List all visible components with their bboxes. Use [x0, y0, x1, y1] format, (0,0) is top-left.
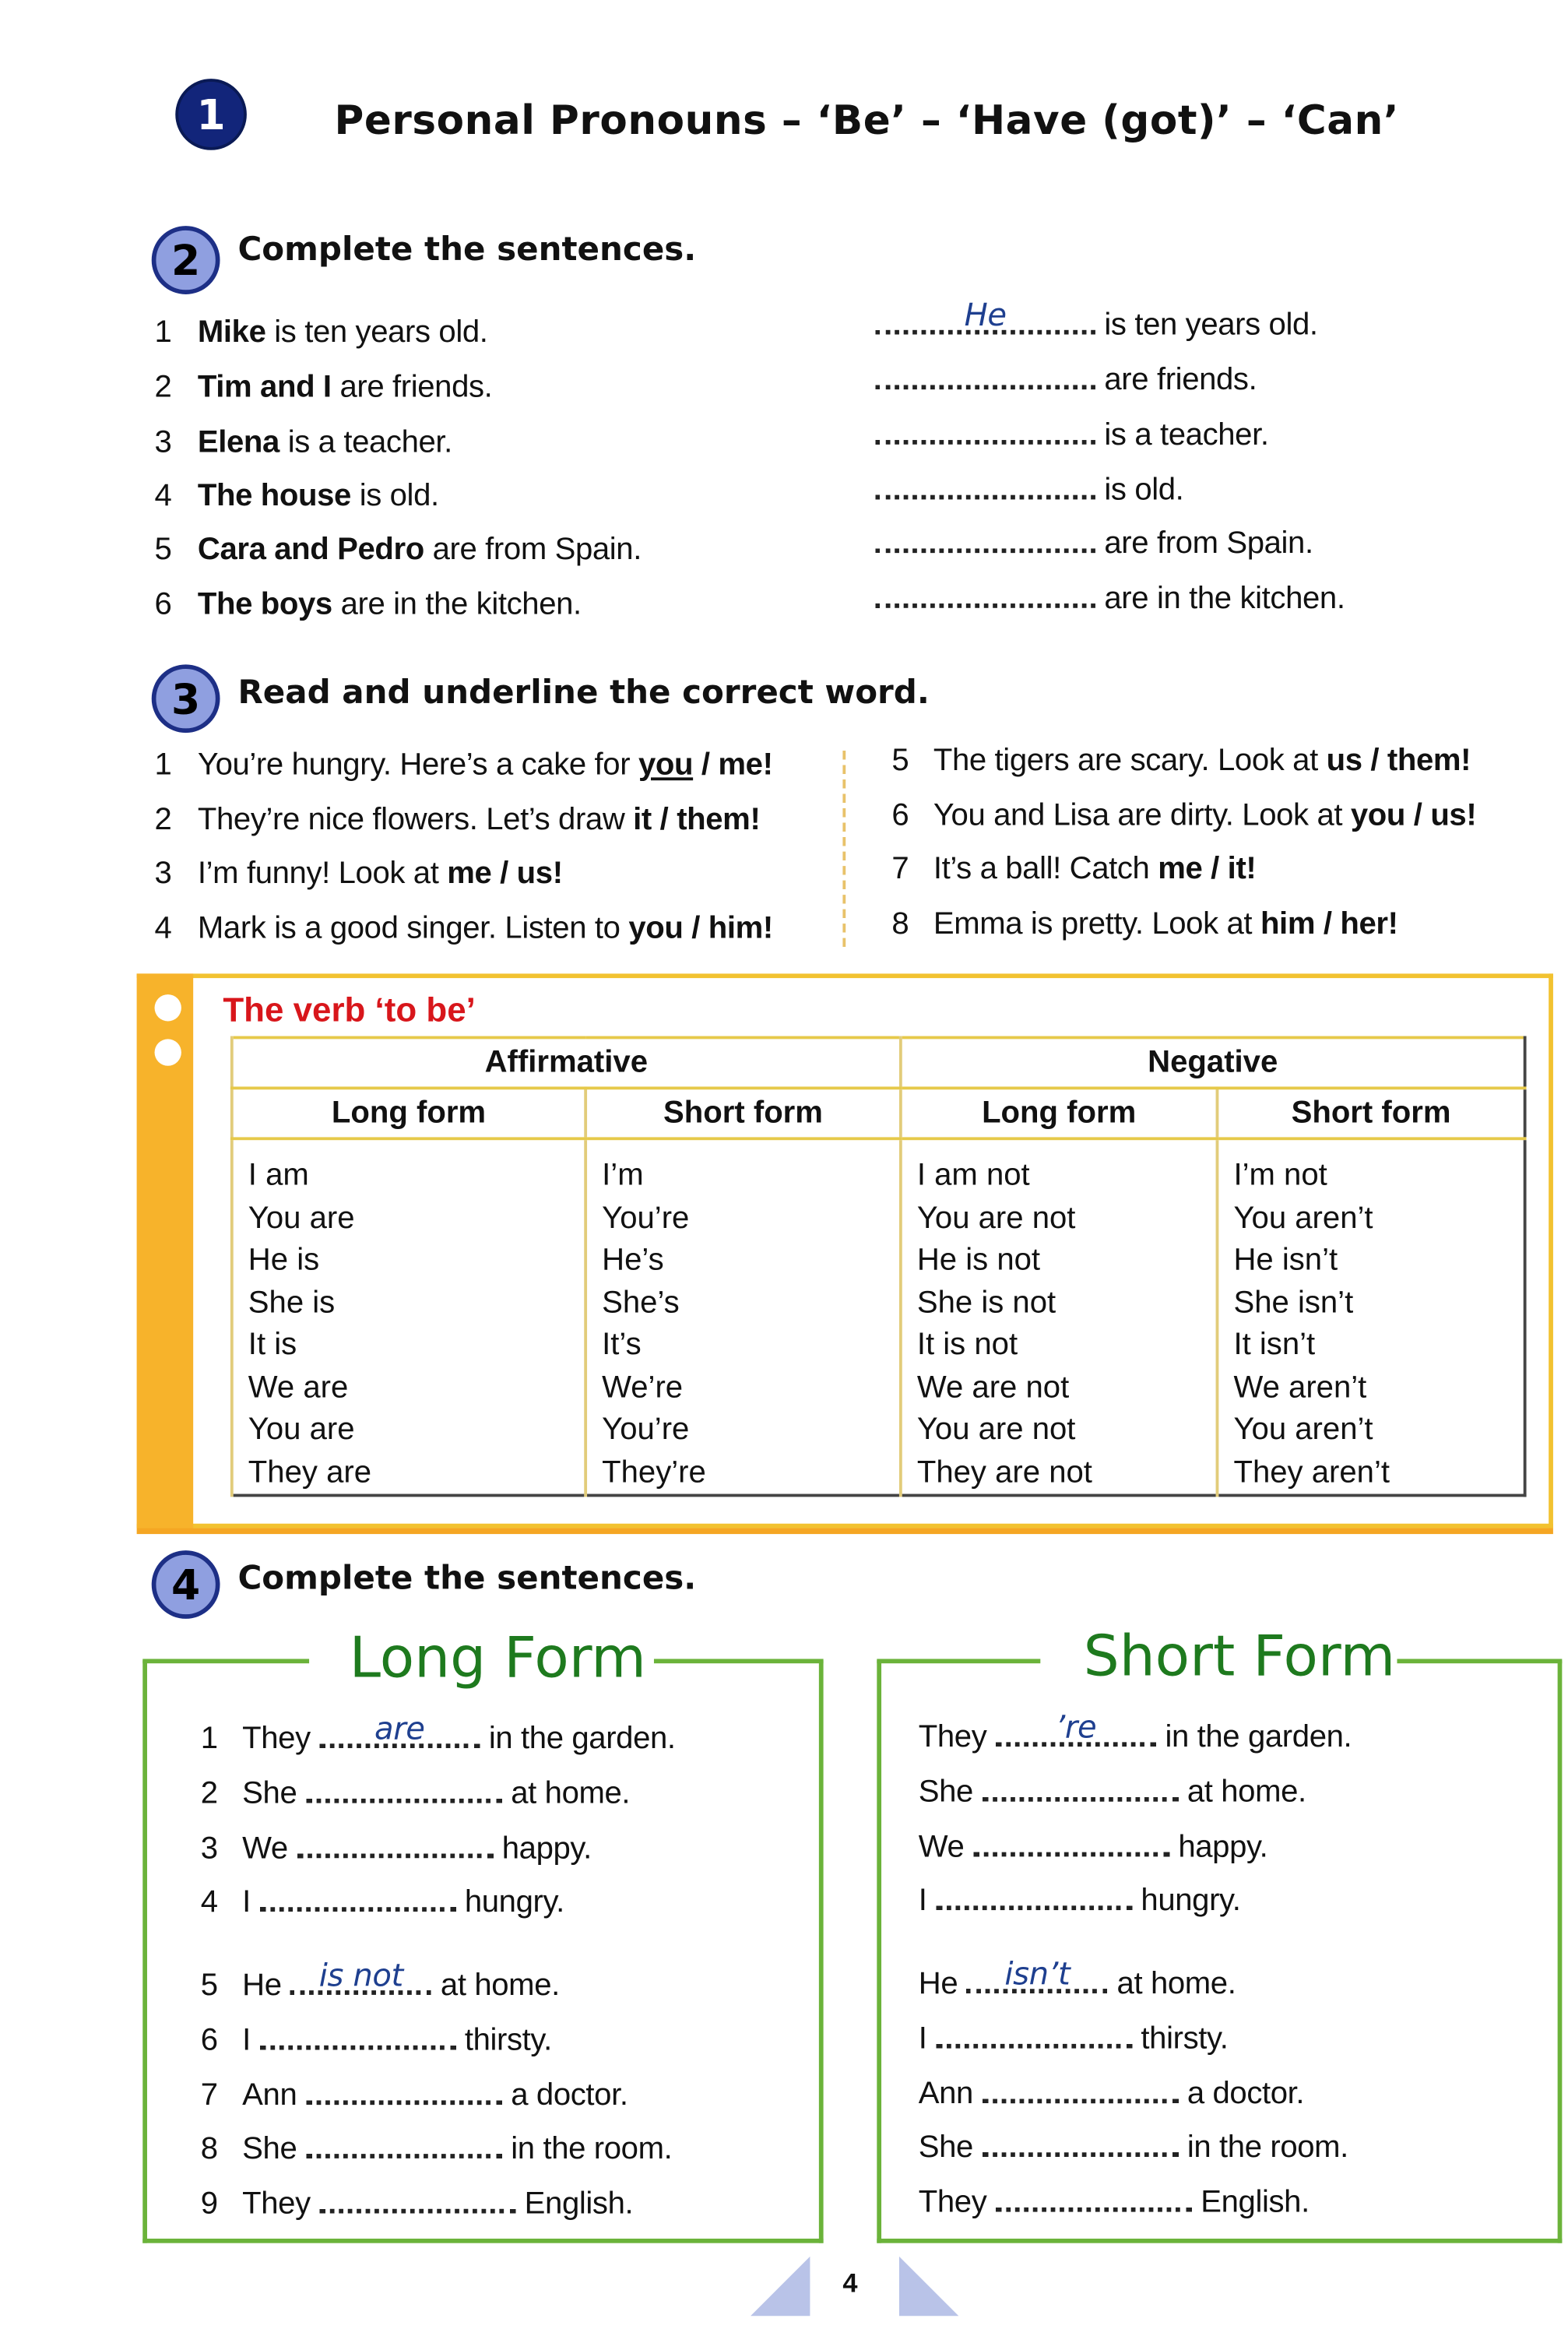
exercise-4-badge: 4: [152, 1550, 220, 1619]
answer-blank[interactable]: [259, 1887, 455, 1912]
item-number: 5: [154, 532, 172, 567]
column-divider: [842, 751, 846, 947]
item-number: 2: [200, 1776, 219, 1811]
subject: She: [242, 1776, 297, 1811]
option-b[interactable]: us: [1430, 798, 1467, 833]
frame-line: [1397, 1659, 1562, 1663]
option-b[interactable]: us: [516, 856, 553, 891]
verb-form: They are not: [916, 1454, 1092, 1489]
answer-line: [867, 526, 1313, 562]
item-number: 6: [154, 587, 172, 621]
sentence-text: The tigers are scary. Look at: [933, 743, 1327, 778]
item-number: 1: [154, 748, 172, 783]
subject: I: [918, 1883, 927, 1918]
answer-line: [867, 363, 1257, 399]
subject: I: [242, 2023, 251, 2058]
short-form-sentence: [918, 1709, 1352, 1756]
short-form-sentence: [919, 1884, 1241, 1919]
answer-line: [867, 417, 1269, 453]
sentence-rest: are friends.: [331, 370, 493, 405]
col-header: Long form: [901, 1088, 1218, 1138]
verb-form: He is not: [916, 1242, 1041, 1277]
verb-form: It isn’t: [1233, 1327, 1316, 1362]
verb-form: We are not: [916, 1370, 1070, 1405]
answer-blank[interactable]: [973, 1831, 1169, 1856]
option-a[interactable]: me: [1158, 851, 1203, 886]
answer-line: [867, 297, 1318, 343]
option-a[interactable]: us: [1326, 743, 1362, 778]
subject: They: [242, 2186, 311, 2222]
verb-form: He is: [248, 1242, 320, 1277]
sentence-end: in the garden.: [1165, 1719, 1352, 1754]
punctuation: !: [1246, 851, 1257, 886]
verb-form: They aren’t: [1233, 1454, 1390, 1489]
verb-form: She’s: [602, 1285, 680, 1320]
subject: I: [918, 2021, 927, 2056]
column-neg-long: [901, 1138, 1218, 1495]
answer-blank[interactable]: [259, 2025, 455, 2049]
handwritten-answer: ’re: [1055, 1709, 1097, 1746]
option-separator: /: [491, 856, 517, 891]
option-separator: /: [651, 802, 677, 837]
sentence-rest: are from Spain.: [424, 532, 642, 567]
answer-blank[interactable]: [936, 2023, 1132, 2048]
sentence-text: Emma is pretty. Look at: [933, 906, 1260, 941]
handwritten-answer: He: [964, 297, 1007, 333]
long-form-sentence: [242, 1831, 592, 1867]
subject: She: [242, 2131, 297, 2166]
subject: I: [242, 1884, 251, 1919]
sentence-end: at home.: [1116, 1966, 1236, 2001]
sentence: [198, 532, 642, 568]
verb-form: He’s: [602, 1242, 664, 1277]
exercise-3-badge: 3: [152, 664, 220, 733]
sentence-rest: is a teacher.: [279, 424, 452, 459]
sentence: [198, 803, 761, 839]
item-number: 2: [154, 370, 172, 405]
sentence-text: I’m funny! Look at: [197, 856, 448, 891]
negative-header: Negative: [901, 1037, 1525, 1088]
verb-form: We are: [248, 1370, 349, 1405]
item-number: 4: [200, 1884, 219, 1919]
answer-rest: are friends.: [1104, 362, 1257, 397]
verb-form: We’re: [602, 1370, 684, 1405]
option-separator: /: [683, 911, 708, 946]
subject: They: [242, 1721, 311, 1756]
affirmative-header: Affirmative: [232, 1037, 901, 1088]
subject: Ann: [242, 2077, 297, 2113]
frame-line: [142, 1659, 309, 1663]
subject: Mike: [197, 315, 266, 350]
sentence-end: thirsty.: [1141, 2021, 1229, 2056]
sentence: [198, 911, 773, 947]
sentence-text: It’s a ball! Catch: [933, 851, 1158, 886]
verb-form: She is: [248, 1285, 336, 1320]
sentence-end: in the room.: [511, 2131, 673, 2166]
short-form-sentence: [919, 2130, 1348, 2166]
exercise-3-heading: Read and underline the correct word.: [237, 674, 930, 712]
short-form-title: Short Form: [1083, 1623, 1396, 1689]
sentence-end: at home.: [1187, 1775, 1306, 1810]
sentence-text: You and Lisa are dirty. Look at: [933, 798, 1351, 833]
sentence-end: hungry.: [1141, 1883, 1241, 1918]
verb-form: You are not: [916, 1200, 1076, 1235]
sentence-end: a doctor.: [1187, 2076, 1305, 2111]
option-a[interactable]: you: [1350, 798, 1406, 833]
answer-blank[interactable]: [982, 2078, 1178, 2103]
verb-form: You are not: [916, 1412, 1076, 1447]
sentence: [198, 748, 773, 783]
item-number: 7: [891, 851, 909, 886]
answer-blank[interactable]: [306, 1778, 502, 1803]
option-a[interactable]: it: [633, 802, 652, 837]
sentence-end: happy.: [501, 1831, 592, 1866]
long-form-sentence: [242, 2132, 672, 2168]
punctuation: !: [750, 802, 761, 837]
answer-blank[interactable]: [875, 582, 1095, 607]
punctuation: !: [1466, 798, 1477, 833]
verb-form: You aren’t: [1233, 1412, 1373, 1447]
sentence-rest: are in the kitchen.: [332, 587, 582, 621]
sentence-text: You’re hungry. Here’s a cake for: [197, 748, 638, 783]
sentence-rest: is old.: [350, 478, 439, 513]
punctuation: !: [762, 911, 773, 946]
sentence: [198, 370, 493, 406]
verb-form: We aren’t: [1233, 1370, 1367, 1405]
answer-rest: is old.: [1104, 473, 1184, 507]
item-number: 2: [154, 802, 172, 837]
verb-form: You are: [248, 1412, 355, 1447]
answer-line: [867, 581, 1345, 617]
column-aff-short: [585, 1138, 901, 1495]
item-number: 6: [200, 2023, 219, 2058]
long-form-sentence: [242, 1776, 630, 1812]
answer-rest: are in the kitchen.: [1104, 581, 1345, 616]
to-be-table: [230, 1036, 1527, 1497]
grammar-title: The verb ‘to be’: [223, 990, 476, 1029]
option-separator: /: [1315, 906, 1341, 941]
answer-blank[interactable]: [996, 2186, 1192, 2211]
subject: The boys: [197, 587, 332, 621]
verb-form: She isn’t: [1233, 1285, 1354, 1320]
option-a[interactable]: you: [628, 911, 684, 946]
sentence-end: at home.: [511, 1776, 631, 1811]
option-a[interactable]: him: [1260, 906, 1316, 941]
option-b[interactable]: her: [1340, 906, 1388, 941]
subject: She: [918, 2130, 973, 2165]
punctuation: !: [762, 748, 773, 783]
column-neg-short: [1217, 1138, 1524, 1495]
col-header: Short form: [1217, 1088, 1524, 1138]
answer-blank[interactable]: [290, 1958, 431, 1994]
answer-blank[interactable]: [319, 2188, 515, 2213]
item-number: 8: [200, 2131, 219, 2166]
verb-form: I’m not: [1233, 1158, 1327, 1193]
answer-blank[interactable]: [875, 474, 1095, 499]
short-form-sentence: [919, 1775, 1306, 1810]
subject: They: [918, 2185, 987, 2220]
sentence: [933, 744, 1471, 779]
option-b[interactable]: me: [718, 748, 763, 783]
answer-rest: are from Spain.: [1104, 526, 1313, 561]
verb-form: You’re: [602, 1200, 690, 1235]
item-number: 6: [891, 798, 909, 833]
sentence-end: English.: [1201, 2185, 1310, 2220]
answer-blank[interactable]: [875, 297, 1095, 334]
page-corner-left: [751, 2257, 810, 2316]
item-number: 5: [891, 743, 909, 778]
answer-blank[interactable]: [982, 1776, 1178, 1801]
verb-form: She is not: [916, 1285, 1056, 1320]
sentence-end: English.: [524, 2186, 634, 2222]
sentence-end: thirsty.: [464, 2023, 552, 2058]
item-number: 8: [891, 906, 909, 941]
item-number: 4: [154, 478, 172, 513]
answer-blank[interactable]: [306, 2080, 502, 2105]
option-separator: /: [1405, 798, 1431, 833]
page-corner-right: [899, 2257, 958, 2316]
item-number: 5: [200, 1968, 219, 2003]
verb-form: It’s: [602, 1327, 642, 1362]
subject: Tim and I: [197, 370, 332, 405]
handwritten-answer: are: [374, 1711, 425, 1747]
answer-blank[interactable]: [982, 2132, 1178, 2157]
answer-blank[interactable]: [936, 1885, 1132, 1910]
verb-form: I am: [248, 1158, 309, 1193]
short-form-sentence: [918, 1956, 1236, 2003]
item-number: 1: [154, 315, 172, 350]
verb-form: They’re: [602, 1454, 706, 1489]
col-header: Long form: [232, 1088, 585, 1138]
sentence: [933, 906, 1398, 942]
item-number: 1: [200, 1721, 219, 1756]
sentence-end: in the garden.: [488, 1721, 676, 1756]
item-number: 3: [200, 1831, 219, 1866]
answer-rest: is a teacher.: [1104, 417, 1269, 452]
sentence-text: They’re nice flowers. Let’s draw: [197, 802, 634, 837]
long-form-sentence: [242, 2023, 552, 2059]
sentence: [198, 315, 488, 351]
subject: He: [918, 1966, 958, 2001]
verb-form: You aren’t: [1233, 1200, 1373, 1235]
sentence-end: in the room.: [1187, 2130, 1348, 2165]
answer-blank[interactable]: [967, 1956, 1108, 1993]
subject: The house: [197, 478, 351, 513]
binder-hole: [155, 994, 181, 1021]
exercise-2-badge: 2: [152, 226, 220, 294]
sentence: [198, 587, 582, 623]
subject: He: [242, 1968, 282, 2003]
binder-hole: [155, 1039, 181, 1065]
handwritten-answer: isn’t: [1004, 1956, 1071, 1993]
sentence-text: Mark is a good singer. Listen to: [197, 911, 629, 946]
subject: They: [918, 1719, 987, 1754]
item-number: 3: [154, 424, 172, 459]
subject: Ann: [918, 2076, 973, 2111]
punctuation: !: [552, 856, 563, 891]
verb-form: It is not: [916, 1327, 1018, 1362]
answer-blank[interactable]: [319, 1711, 480, 1748]
subject: We: [918, 1829, 965, 1864]
item-number: 9: [200, 2186, 219, 2222]
page-number: 4: [842, 2268, 858, 2299]
answer-blank[interactable]: [875, 528, 1095, 553]
frame-line: [654, 1659, 824, 1663]
punctuation: !: [1461, 743, 1471, 778]
subject: She: [918, 1775, 973, 1810]
answer-blank[interactable]: [297, 1833, 493, 1858]
option-separator: /: [1362, 743, 1387, 778]
verb-form: You are: [248, 1200, 355, 1235]
punctuation: !: [1387, 906, 1398, 941]
long-form-sentence: [242, 2078, 628, 2114]
long-form-sentence: [242, 1958, 560, 2004]
answer-blank[interactable]: [996, 1709, 1156, 1747]
answer-rest: is ten years old.: [1104, 308, 1318, 343]
option-b[interactable]: them: [677, 802, 751, 837]
frame-line: [877, 1659, 1040, 1663]
sentence: [198, 479, 439, 515]
long-form-title: Long Form: [349, 1624, 646, 1690]
short-form-sentence: [919, 2021, 1229, 2057]
sentence-rest: is ten years old.: [265, 315, 488, 350]
sentence: [933, 852, 1257, 888]
option-separator: /: [1202, 851, 1228, 886]
sentence: [933, 798, 1476, 834]
sentence: [198, 425, 452, 461]
long-form-sentence: [242, 2186, 633, 2222]
option-a[interactable]: me: [447, 856, 492, 891]
long-form-sentence: [242, 1711, 676, 1757]
answer-blank[interactable]: [875, 364, 1095, 389]
column-aff-long: [232, 1138, 585, 1495]
verb-form: You’re: [602, 1412, 690, 1447]
answer-blank[interactable]: [306, 2133, 502, 2158]
option-separator: /: [693, 748, 719, 783]
verb-form: I’m: [602, 1158, 644, 1193]
verb-form: It is: [248, 1327, 297, 1362]
exercise-4-heading: Complete the sentences.: [237, 1560, 697, 1599]
sentence-end: at home.: [440, 1968, 560, 2003]
verb-form: They are: [248, 1454, 372, 1489]
sentence: [198, 857, 563, 892]
handwritten-answer: is not: [318, 1958, 403, 1993]
short-form-sentence: [919, 2185, 1310, 2221]
short-form-sentence: [919, 1830, 1268, 1866]
exercise-2-heading: Complete the sentences.: [237, 231, 697, 269]
subject: We: [242, 1831, 288, 1866]
verb-form: He isn’t: [1233, 1242, 1338, 1277]
answer-line: [867, 473, 1184, 508]
unit-title: Personal Pronouns – ‘Be’ – ‘Have (got)’ – ‘Can’: [334, 97, 1400, 145]
short-form-sentence: [919, 2077, 1304, 2113]
sentence-end: hungry.: [464, 1884, 564, 1919]
option-a[interactable]: you: [638, 748, 694, 783]
option-b[interactable]: them: [1387, 743, 1461, 778]
option-b[interactable]: it: [1227, 851, 1246, 886]
answer-blank[interactable]: [875, 419, 1095, 444]
item-number: 3: [154, 856, 172, 891]
sentence-end: a doctor.: [511, 2077, 628, 2113]
subject: Cara and Pedro: [197, 532, 424, 567]
unit-number-badge: 1: [175, 79, 247, 150]
sentence-end: happy.: [1178, 1829, 1268, 1864]
verb-form: I am not: [916, 1158, 1030, 1193]
subject: Elena: [197, 424, 279, 459]
col-header: Short form: [585, 1088, 901, 1138]
item-number: 4: [154, 911, 172, 946]
option-b[interactable]: him: [708, 911, 763, 946]
long-form-sentence: [242, 1885, 564, 1921]
item-number: 7: [200, 2077, 219, 2113]
